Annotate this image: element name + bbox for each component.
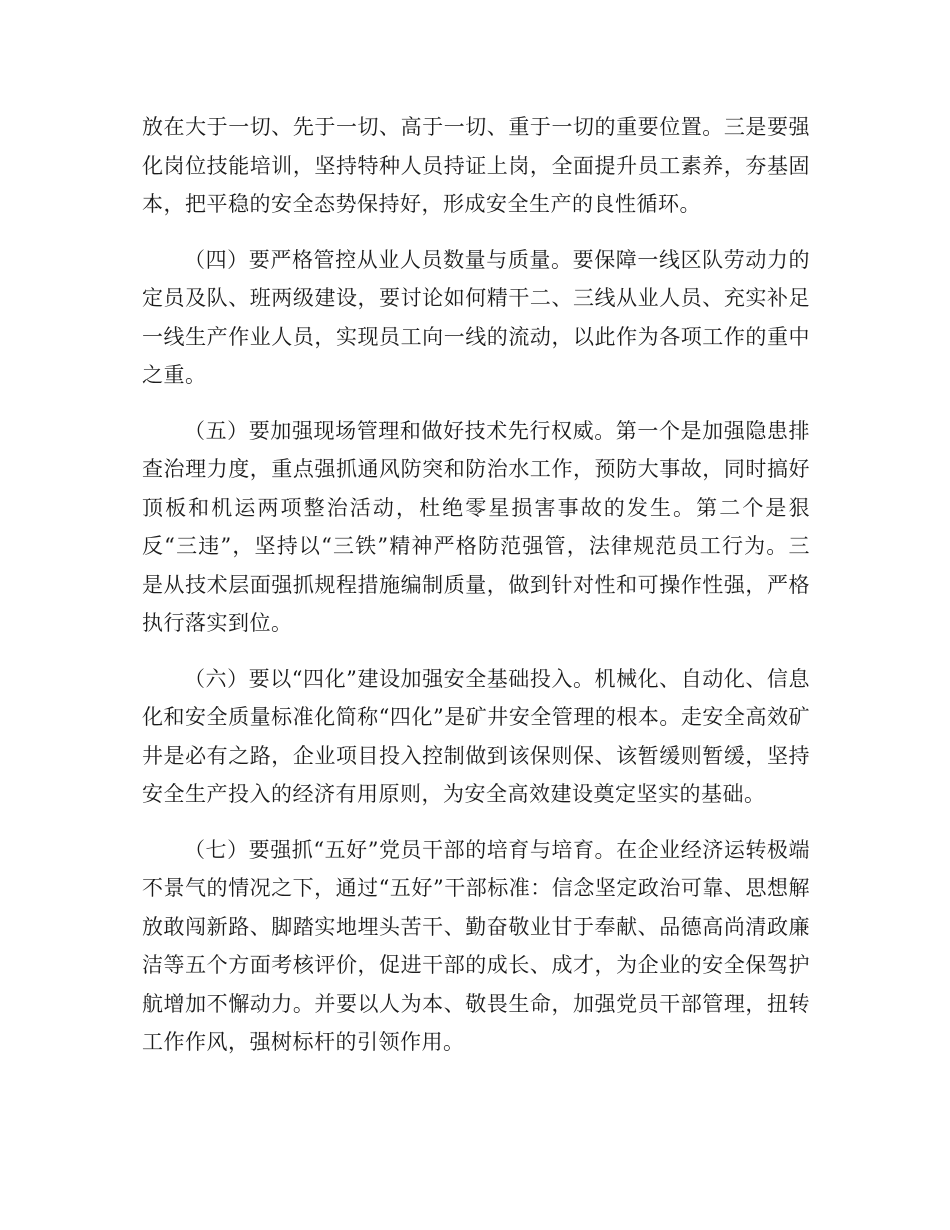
- paragraph-item-7: （七）要强抓“五好”党员干部的培育与培育。在企业经济运转极端不景气的情况之下，通过“五好”干部标准：信念坚定政治可靠、思想解放敢闯新路、脚踏实地埋头苦干、勤奋敬业甘于奉献、品德高尚清政廉洁等五个方面考核评价，促进干部的成长、成才，为企业的安全保驾护航增加不懈动力。并要以人为本、敬畏生命，加强党员干部管理，扭转工作作风，强树标杆的引领作用。: [142, 837, 810, 1054]
- document-page: [142, 108, 810, 1062]
- paragraph-item-4: （四）要严格管控从业人员数量与质量。要保障一线区队劳动力的定员及队、班两级建设，要讨论如何精干二、三线从业人员、充实补足一线生产作业人员，实现员工向一线的流动，以此作为各项工作的重中之重。: [142, 247, 810, 387]
- paragraph-item-5: （五）要加强现场管理和做好技术先行权威。第一个是加强隐患排查治理力度，重点强抓通风防突和防治水工作，预防大事故，同时搞好顶板和机运两项整治活动，杜绝零星损害事故的发生。第二个是狠反“三违”，坚持以“三铁”精神严格防范强管，法律规范员工行为。三是从技术层面强抓规程措施编制质量，做到针对性和可操作性强，严格执行落实到位。: [142, 418, 810, 635]
- paragraph-item-6: （六）要以“四化”建设加强安全基础投入。机械化、自动化、信息化和安全质量标准化简称“四化”是矿井安全管理的根本。走安全高效矿井是必有之路，企业项目投入控制做到该保则保、该暂缓则暂缓，坚持安全生产投入的经济有用原则，为安全高效建设奠定坚实的基础。: [142, 666, 810, 806]
- paragraph-continuation: 放在大于一切、先于一切、高于一切、重于一切的重要位置。三是要强化岗位技能培训，坚持特种人员持证上岗，全面提升员工素养，夯基固本，把平稳的安全态势保持好，形成安全生产的良性循环。: [142, 115, 810, 216]
